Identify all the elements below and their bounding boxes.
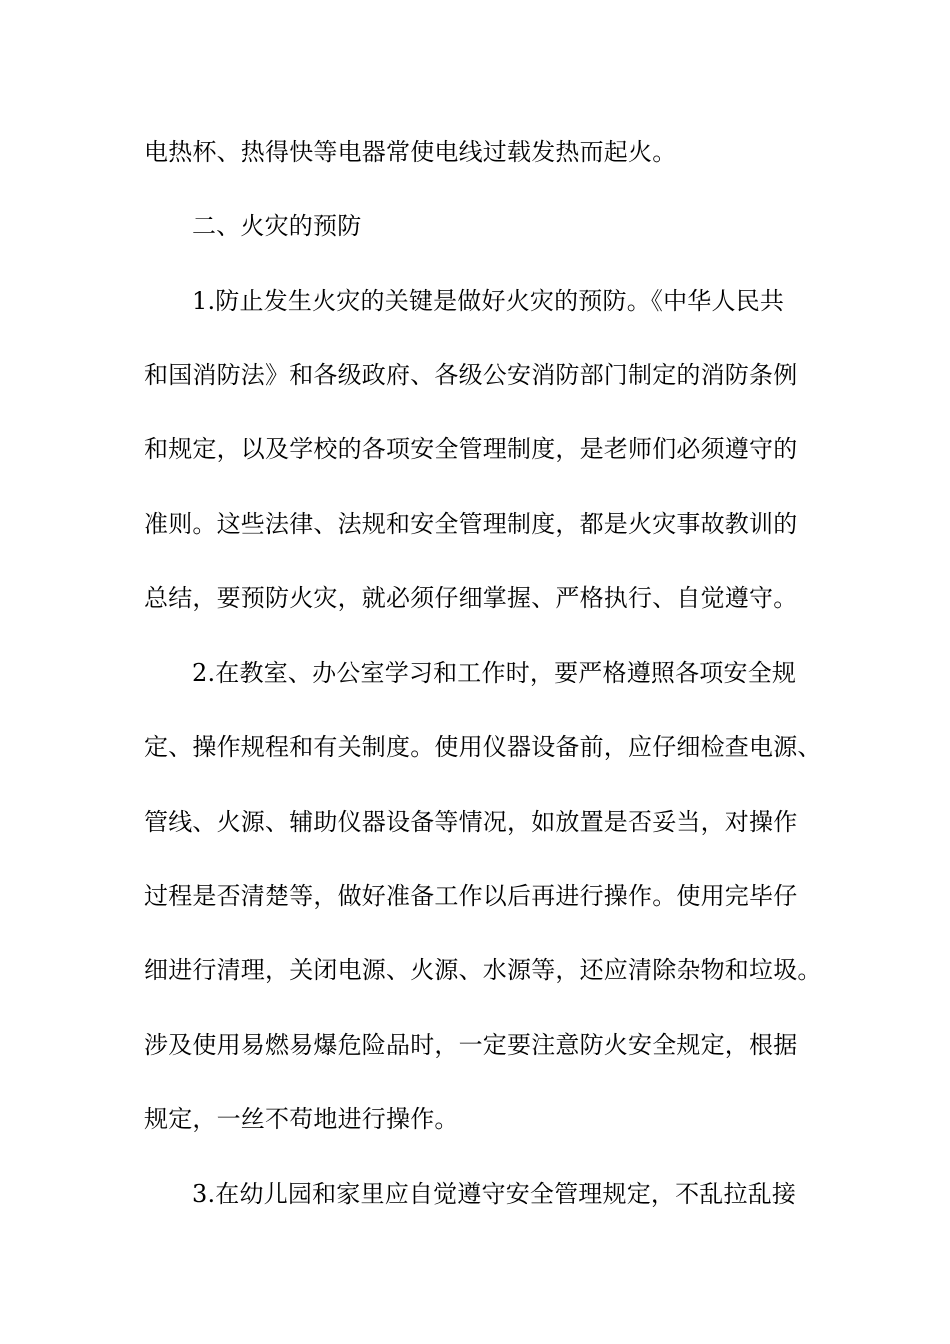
text-line-item-2: 2.在教室、办公室学习和工作时，要严格遵照各项安全规 [192, 659, 797, 687]
text-line: 定、操作规程和有关制度。使用仪器设备前，应仔细检查电源、 [144, 733, 822, 761]
text-line: 过程是否清楚等，做好准备工作以后再进行操作。使用完毕仔 [144, 882, 798, 910]
text-line: 准则。这些法律、法规和安全管理制度，都是火灾事故教训的 [144, 510, 798, 538]
section-heading: 二、火灾的预防 [192, 212, 362, 240]
text-line: 细进行清理，关闭电源、火源、水源等，还应清除杂物和垃圾。 [144, 956, 822, 984]
text-line: 管线、火源、辅助仪器设备等情况，如放置是否妥当，对操作 [144, 808, 798, 836]
text-line-item-3: 3.在幼儿园和家里应自觉遵守安全管理规定，不乱拉乱接 [192, 1180, 797, 1208]
text-line: 和规定，以及学校的各项安全管理制度，是老师们必须遵守的 [144, 435, 798, 463]
text-line: 涉及使用易燃易爆危险品时，一定要注意防火安全规定，根据 [144, 1031, 798, 1059]
text-line: 和国消防法》和各级政府、各级公安消防部门制定的消防条例 [144, 361, 798, 389]
text-line: 总结，要预防火灾，就必须仔细掌握、严格执行、自觉遵守。 [144, 584, 798, 612]
text-line-item-1: 1.防止发生火灾的关键是做好火灾的预防。《中华人民共 [192, 287, 785, 315]
text-line-continuation: 电热杯、热得快等电器常使电线过载发热而起火。 [144, 138, 677, 166]
text-line: 规定，一丝不苟地进行操作。 [144, 1105, 459, 1133]
